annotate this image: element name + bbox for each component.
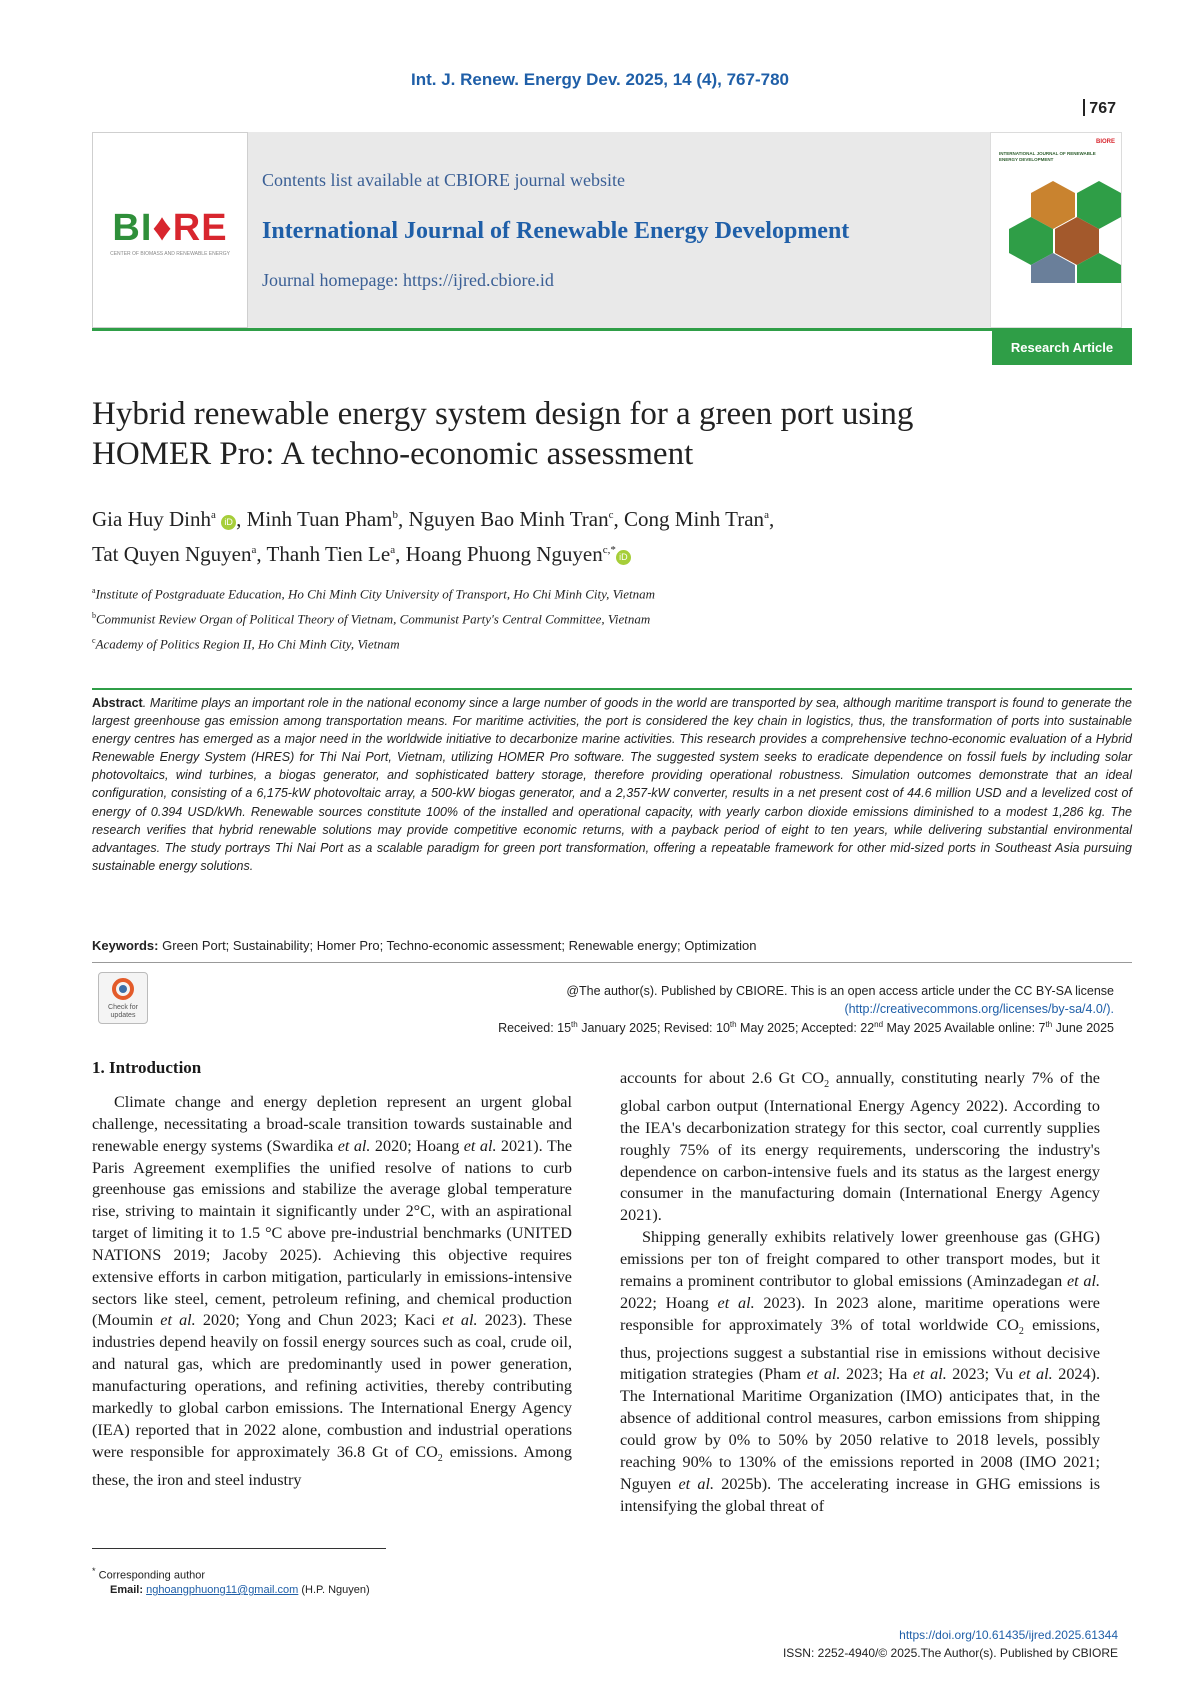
cover-logo: BIORE <box>1095 139 1115 145</box>
cover-title: INTERNATIONAL JOURNAL OF RENEWABLE ENERGY DEVELOPMENT <box>999 151 1096 162</box>
section-heading: 1. Introduction <box>92 1058 202 1077</box>
affiliation: $^a$Institute of Postgraduate Education, Ho Chi Minh City University of Transport, Ho Chi Minh City, Vietnam <box>92 586 656 602</box>
author-name[interactable]: Cong Minh Tran <box>624 507 765 531</box>
corresponding-author-label: * Corresponding author <box>92 1566 206 1582</box>
cbiore-logo <box>92 132 248 328</box>
affiliation: $^c$Academy of Politics Region II, Ho Chi Minh City, Vietnam <box>92 636 400 652</box>
article-type-badge: Research Article <box>992 331 1132 365</box>
running-head: Int. J. Renew. Energy Dev. 2025, 14 (4), 767-780 <box>411 70 789 89</box>
page-number: 767 <box>1083 99 1116 118</box>
masthead-info <box>262 132 982 328</box>
abstract: Abstract. Maritime plays an important role in the national economy since a large number of goods in the world are transported by sea, although maritime transport is found to generate the largest greenhouse gas emission among transportation means. For maritime activities, the port is considered the key chain in logistics, thus, the transformation of ports into sustainable energy centres has emerged as a major need in the worldwide initiative to decarbonize marine activities. This research provides a comprehensive techno-economic evaluation of a Hybrid Renewable Energy System (HRES) for Thi Nai Port, Vietnam, utilizing HOMER Pro software. The suggested system seeks to eradicate dependence on fossil fuels by including solar photovoltaics, wind turbines, a biogas generator, and sophisticated battery storage, therefore providing operational robustness. Simulation outcomes demonstrate that an ideal configuration, consisting of a 6,175-kW photovoltaic array, a 500-kW biogas generator, and a 2,357-kW converter, results in a net present cost of 44.6 million USD and a levelized cost of energy of 0.394 USD/kWh. Renewable sources constitute 100% of the installed and operational capacity, with yearly carbon dioxide emissions diminished to a modest 1,286 kg. The research verifies that hybrid renewable solutions may provide competitive economic returns, with a payback period of eight to ten years, while delivering substantial environmental advantages. The study portrays Thi Nai Port as a scalable paradigm for green port transformation, offering a repeatable framework for other mid-sized ports in Southeast Asia pursuing sustainable energy solutions. <box>92 696 1132 873</box>
keywords: Keywords: Green Port; Sustainability; Homer Pro; Techno-economic assessment; Renewable energy; Optimization <box>92 938 757 953</box>
affiliation: $^b$Communist Review Organ of Political Theory of Vietnam, Communist Party's Central Committee, Vietnam <box>92 611 651 627</box>
body-column-left <box>92 1092 572 1491</box>
paragraph: Shipping generally exhibits relatively lower greenhouse gas (GHG) emissions per ton of freight compared to other transport modes, but it remains a prominent contributor to global emissions (Aminzadegan et al. 2022; Hoang et al. 2023). In 2023 alone, maritime operations were responsible for approximately 3% of total worldwide $CO_2$ emissions, thus, projections suggest a substantial rise in emissions without decisive mitigation strategies (Pham et al. 2023; Ha et al. 2023; Vu et al. 2024). The International Maritime Organization (IMO) anticipates that, in the absence of additional control measures, carbon emissions from shipping could grow by 0% to 50% by 2050 relative to 2018 levels, possibly reaching 90% to 130% of the emissions reported in 2008 (IMO 2021; Nguyen et al. 2025b). The accelerating increase in GHG emissions is intensifying the global threat of <box>620 1228 1101 1515</box>
author-name[interactable]: Thanh Tien Le <box>266 542 391 566</box>
license-line: @The author(s). Published by CBIORE. This is an open access article under the CC BY-SA license <box>566 984 1114 998</box>
paragraph: accounts for about 2.6 Gt $CO_2$ annually, constituting nearly 7% of the global carbon output (International Energy Agency 2022). According to the IEA's decarbonization strategy for this sector, coal currently supplies roughly 75% of its energy requirements, underscoring the industry's dependence on carbon-intensive fuels and its status as the largest energy consumer in the manufacturing domain (International Energy Agency 2021). <box>620 1069 1100 1225</box>
abstract-top-rule <box>92 688 1132 690</box>
footnote-rule <box>92 1548 386 1549</box>
author-name[interactable]: Gia Huy Dinh <box>92 507 211 531</box>
check-for-updates-icon[interactable]: Check for updates <box>98 972 148 1024</box>
journal-cover-thumbnail <box>990 132 1122 328</box>
contents-line[interactable]: Contents list available at CBIORE journal website <box>262 170 625 190</box>
body-column-right <box>620 1068 1100 1517</box>
author-name[interactable]: Hoang Phuong Nguyen <box>405 542 603 566</box>
author-name[interactable]: Minh Tuan Pham <box>246 507 393 531</box>
author-name[interactable]: Tat Quyen Nguyen <box>92 542 252 566</box>
paragraph: Climate change and energy depletion represent an urgent global challenge, necessitating a broad-scale transition towards sustainable and renewable energy systems (Swardika et al. 2020; Hoang et al. 2021). The Paris Agreement exemplifies the unified resolve of nations to curb greenhouse gas emissions and stabilize the average global temperature rise, striving to maintain it significantly under 2°C, with an aspirational target of limiting it to 1.5 °C above pre-industrial benchmarks (UNITED NATIONS 2019; Jacoby 2025). Achieving this objective requires extensive efforts in carbon mitigation, particularly in emissions-intensive sectors like steel, cement, petroleum refining, and chemical production (Moumin et al. 2020; Yong and Chun 2023; Kaci et al. 2023). These industries depend heavily on fossil energy sources such as coal, crude oil, and natural gas, which are predominantly used in power generation, manufacturing operations, and refining activities, thereby contributing markedly to global carbon emissions. The International Energy Agency (IEA) reported that in 2022 alone, combustion and industrial operations were responsible for approximately 36.8 Gt of $CO_2$ emissions. Among these, the iron and steel industry <box>92 1093 573 1489</box>
issn-line: ISSN: 2252-4940/© 2025.The Author(s). Published by CBIORE <box>782 1646 1118 1660</box>
cover-hexagon-art <box>991 173 1121 283</box>
masthead-rule <box>92 328 1132 331</box>
logo-subtitle: CENTER OF BIOMASS AND RENEWABLE ENERGY <box>110 251 230 257</box>
dates-line: Received: 15th January 2025; Revised: 10th May 2025; Accepted: 22nd May 2025 Available online: 7th June 2025 <box>498 1020 1114 1036</box>
email-link[interactable]: nghoangphuong11@gmail.com <box>146 1584 299 1596</box>
journal-name: International Journal of Renewable Energy Development <box>262 218 850 244</box>
article-title: Hybrid renewable energy system design for a green port using HOMER Pro: A techno-economic assessment <box>92 396 914 472</box>
corresponding-email: Email: nghoangphuong11@gmail.com (H.P. Nguyen) <box>110 1584 370 1596</box>
author-name[interactable]: Nguyen Bao Minh Tran <box>408 507 609 531</box>
keywords-rule <box>92 962 1132 963</box>
journal-homepage-link[interactable]: Journal homepage: https://ijred.cbiore.id <box>262 270 554 290</box>
author-list: Gia Huy Dinh$^a$ iD , Minh Tuan Pham$^b$, Nguyen Bao Minh Tran$^c$, Cong Minh Tran$^a$, Tat Quyen Nguyen$^a$, Thanh Tien Le$^a$, Hoang Phuong Nguyen$^{c,*}$iD <box>92 507 775 566</box>
doi-link[interactable]: https://doi.org/10.61435/ijred.2025.61344 <box>899 1628 1118 1642</box>
license-url[interactable]: (http://creativecommons.org/licenses/by-sa/4.0/). <box>844 1002 1114 1016</box>
orcid-icon[interactable]: iD <box>221 515 236 530</box>
orcid-icon[interactable]: iD <box>616 550 631 565</box>
logo-wordmark: BI♦RE <box>112 207 228 249</box>
